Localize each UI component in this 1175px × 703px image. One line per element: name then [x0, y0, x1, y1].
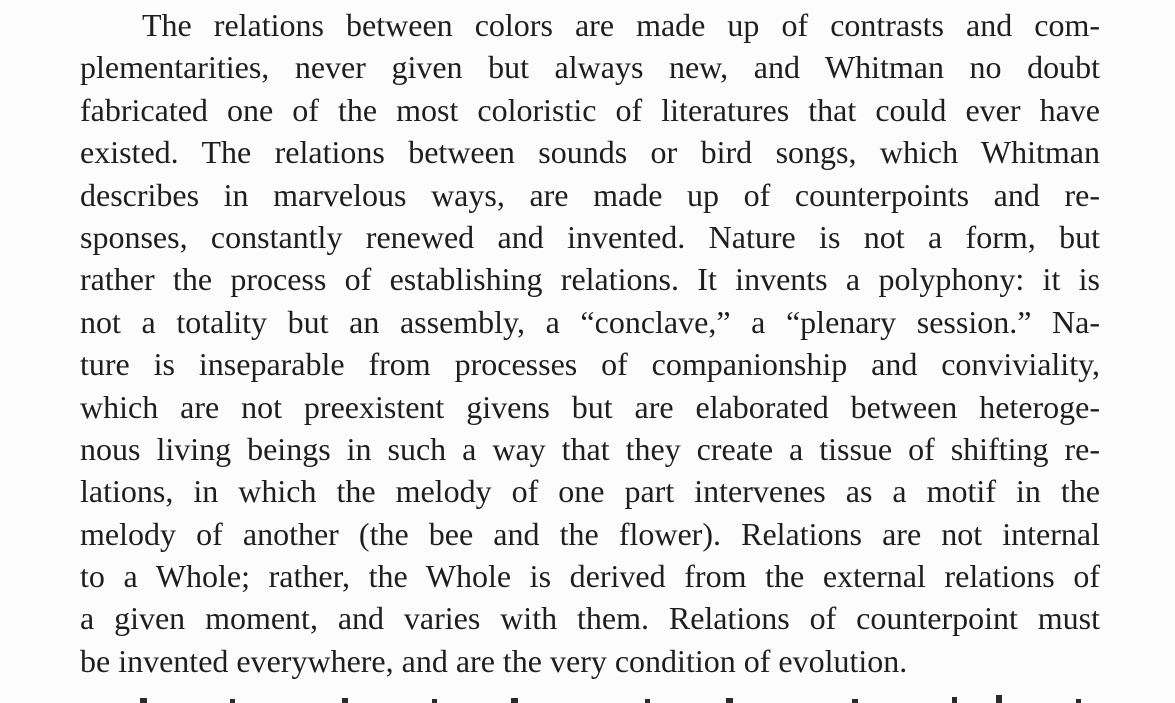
paragraph-line: fabricated one of the most coloristic of literatures that could ever have — [80, 91, 1100, 128]
paragraph-line: rather the process of establishing relations. It invents a polyphony: it is — [80, 261, 1100, 298]
paragraph-line: sponses, constantly renewed and invented. Nature is not a form, but — [80, 218, 1100, 255]
paragraph-line: to a Whole; rather, the Whole is derived from the external relations of — [80, 558, 1100, 595]
cropped-next-line — [80, 690, 1100, 703]
paragraph-line: describes in marvelous ways, are made up of counterpoints and re- — [80, 176, 1100, 213]
paragraph-line: plementarities, never given but always new, and Whitman no doubt — [80, 49, 1100, 86]
paragraph-line: lations, in which the melody of one part intervenes as a motif in the — [80, 473, 1100, 510]
paragraph-line: not a totality but an assembly, a “conclave,” a “plenary session.” Na- — [80, 303, 1100, 340]
paragraph-line: The relations between colors are made up of contrasts and com- — [142, 7, 1100, 43]
paragraph-line: existed. The relations between sounds or bird songs, which Whitman — [80, 134, 1100, 171]
paragraph-line: melody of another (the bee and the flower). Relations are not internal — [80, 515, 1100, 552]
paragraph-line: which are not preexistent givens but are elaborated between heteroge- — [80, 388, 1100, 425]
paragraph — [80, 4, 1100, 682]
paragraph-line: nous living beings in such a way that they create a tissue of shifting re- — [80, 430, 1100, 467]
cropped-glyph-tops — [80, 690, 1100, 703]
paragraph-line: ture is inseparable from processes of companionship and conviviality, — [80, 346, 1100, 383]
paragraph-line: a given moment, and varies with them. Relations of counterpoint must — [80, 600, 1100, 637]
paragraph-line: be invented everywhere, and are the very condition of evolution. — [80, 642, 908, 679]
